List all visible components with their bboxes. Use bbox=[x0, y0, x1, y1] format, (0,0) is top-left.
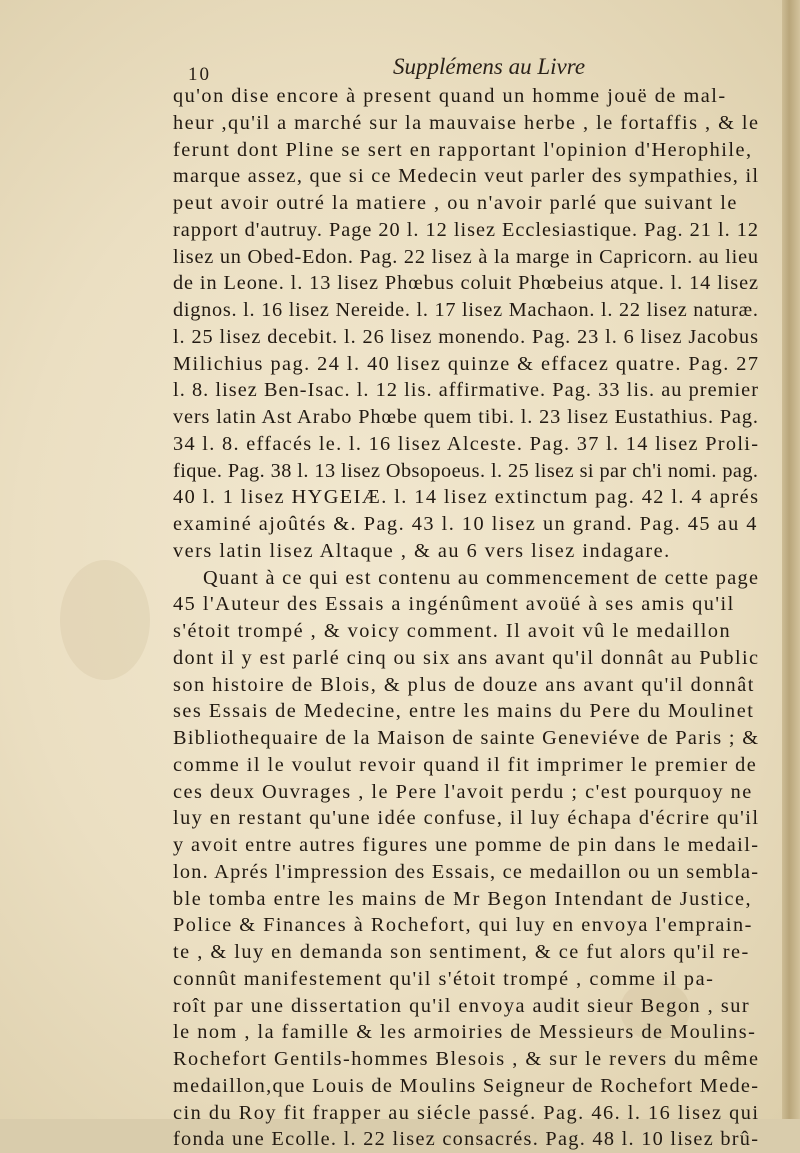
text-line: dont il y est parlé cinq ou six ans avant qu'il donnât au Public bbox=[173, 646, 760, 669]
text-line: ferunt dont Pline se sert en rapportant l'opinion d'Herophile, bbox=[173, 138, 753, 161]
text-line: lisez un Obed-Edon. Pag. 22 lisez à la marge in Capricorn. au lieu bbox=[173, 245, 759, 268]
body-text bbox=[173, 83, 758, 1153]
text-line: ble tomba entre les mains de Mr Begon Intendant de Justice, bbox=[173, 887, 753, 910]
text-line: ses Essais de Medecine, entre les mains du Pere du Moulinet bbox=[173, 700, 755, 723]
text-line: vers latin lisez Altaque , & au 6 vers lisez indagare. bbox=[173, 539, 671, 562]
paper-stain bbox=[60, 560, 150, 680]
text-line: vers latin Ast Arabo Phœbe quem tibi. l. 23 lisez Eustathius. Pag. bbox=[173, 406, 759, 428]
text-line: y avoit entre autres figures une pomme de pin dans le medail- bbox=[173, 834, 760, 856]
text-line: dignos. l. 16 lisez Nereide. l. 17 lisez Machaon. l. 22 lisez naturæ. bbox=[173, 299, 759, 321]
page-edge bbox=[782, 0, 800, 1119]
text-line: Bibliothequaire de la Maison de sainte Geneviéve de Paris ; & bbox=[173, 727, 760, 749]
text-line: peut avoir outré la matiere , ou n'avoir parlé que suivant le bbox=[173, 192, 738, 214]
text-line: l. 25 lisez decebit. l. 26 lisez monendo. Pag. 23 l. 6 lisez Jacobus bbox=[173, 325, 759, 348]
text-line: de in Leone. l. 13 lisez Phœbus coluit Phœbeius atque. l. 14 lisez bbox=[173, 272, 759, 295]
text-line: ces deux Ouvrages , le Pere l'avoit perdu ; c'est pourquoy ne bbox=[173, 780, 753, 803]
text-line: heur ,qu'il a marché sur la mauvaise herbe , le fortaffis , & le bbox=[173, 111, 760, 134]
text-line: Rochefort Gentils-hommes Blesois , & sur le revers du même bbox=[173, 1048, 760, 1070]
text-line: qu'on dise encore à present quand un homme jouë de mal- bbox=[173, 85, 727, 107]
text-line: Police & Finances à Rochefort, qui luy en envoya l'emprain- bbox=[173, 914, 753, 937]
text-line: s'étoit trompé , & voicy comment. Il avoit vû le medaillon bbox=[173, 620, 732, 642]
page-number: 10 bbox=[188, 64, 211, 85]
text-line: 40 l. 1 lisez HYGEIÆ. l. 14 lisez extinctum pag. 42 l. 4 aprés bbox=[173, 486, 760, 509]
text-line: te , & luy en demanda son sentiment, & ce fut alors qu'il re- bbox=[173, 941, 750, 963]
text-line: comme il le voulut revoir quand il fit imprimer le premier de bbox=[173, 753, 758, 776]
text-line: lon. Aprés l'impression des Essais, ce medaillon ou un sembla- bbox=[173, 860, 760, 883]
text-line: luy en restant qu'une idée confuse, il luy échapa d'écrire qu'il bbox=[173, 807, 760, 830]
text-line: rapport d'autruy. Page 20 l. 12 lisez Ecclesiastique. Pag. 21 l. 12 bbox=[173, 218, 759, 241]
text-line: cin du Roy fit frapper au siécle passé. Pag. 46. l. 16 lisez qui bbox=[173, 1101, 760, 1124]
running-head bbox=[188, 50, 758, 85]
text-line: son histoire de Blois, & plus de douze ans avant qu'il donnât bbox=[173, 673, 755, 696]
text-line: 45 l'Auteur des Essais a ingénûment avoüé à ses amis qu'il bbox=[173, 593, 735, 616]
text-line: roît par une dissertation qu'il envoya audit sieur Begon , sur bbox=[173, 994, 751, 1017]
text-line: Milichius pag. 24 l. 40 lisez quinze & effacez quatre. Pag. 27 bbox=[173, 352, 760, 375]
text-line: marque assez, que si ce Medecin veut parler des sympathies, il bbox=[173, 165, 760, 188]
text-line: le nom , la famille & les armoiries de Messieurs de Moulins- bbox=[173, 1021, 757, 1044]
running-head-title: Supplémens au Livre bbox=[393, 54, 586, 79]
text-line: fonda une Ecolle. l. 22 lisez consacrés. Pag. 48 l. 10 lisez brû- bbox=[173, 1128, 760, 1151]
text-line: 34 l. 8. effacés le. l. 16 lisez Alceste. Pag. 37 l. 14 lisez Proli- bbox=[173, 432, 760, 455]
text-line: examiné ajoûtés &. Pag. 43 l. 10 lisez un grand. Pag. 45 au 4 bbox=[173, 513, 758, 535]
text-line: medaillon,que Louis de Moulins Seigneur de Rochefort Mede- bbox=[173, 1074, 760, 1097]
text-line: connût manifestement qu'il s'étoit trompé , comme il pa- bbox=[173, 967, 715, 990]
text-line: fique. Pag. 38 l. 13 lisez Obsopoeus. l. 25 lisez si par ch'i nomi. pag. bbox=[173, 459, 759, 482]
text-line: l. 8. lisez Ben-Isac. l. 12 lis. affirmative. Pag. 33 lis. au premier bbox=[173, 379, 760, 402]
paragraph-start-line: Quant à ce qui est contenu au commencement de cette page bbox=[203, 566, 760, 589]
